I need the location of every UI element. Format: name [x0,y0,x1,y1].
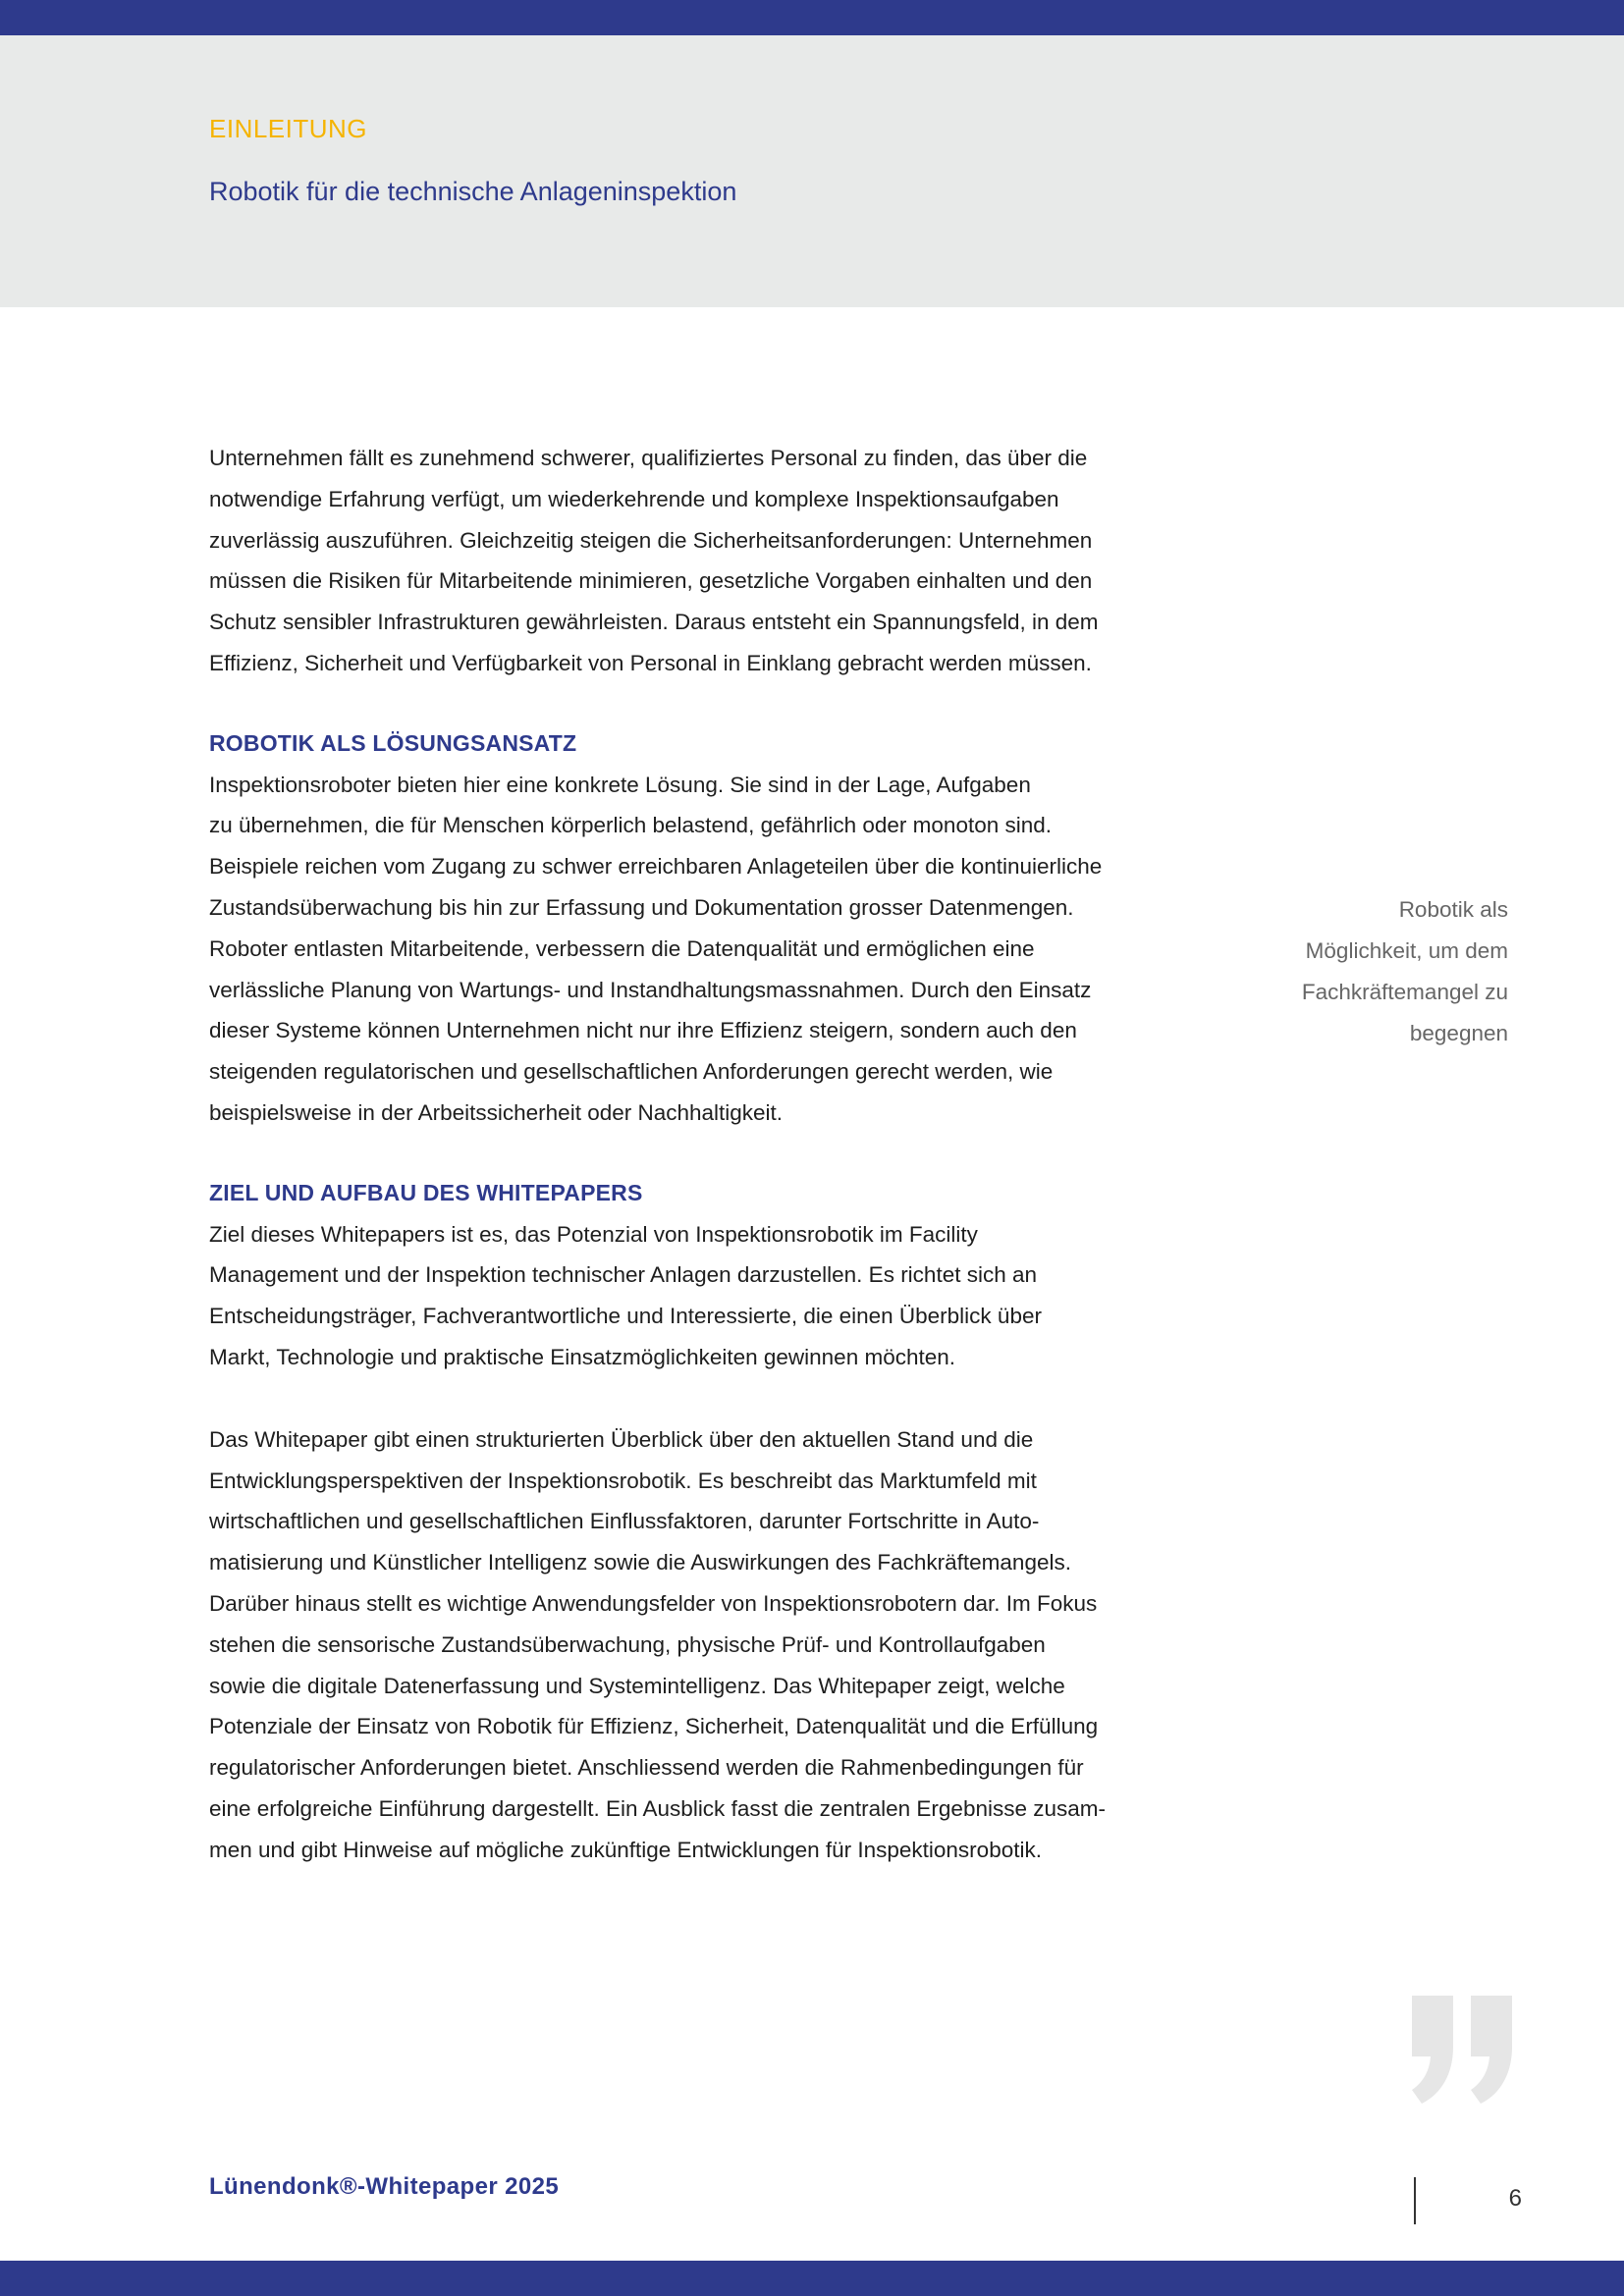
quote-line: begegnen [1409,1021,1508,1045]
section-heading-robotik: ROBOTIK ALS LÖSUNGSANSATZ [209,729,577,756]
text-line: men und gibt Hinweise auf mögliche zukünftige Entwicklungen für Inspektionsrobotik. [209,1837,1042,1862]
text-line: müssen die Risiken für Mitarbeitende minimieren, gesetzliche Vorgaben einhalten und den [209,568,1093,594]
text-line: stehen die sensorische Zustandsüberwachung, physische Prüf- und Kontrollaufgaben [209,1631,1046,1657]
text-line: matisierung und Künstlicher Intelligenz sowie die Auswirkungen des Fachkräftemangels. [209,1550,1071,1575]
text-line: Schutz sensibler Infrastrukturen gewährleisten. Daraus entsteht ein Spannungsfeld, in dem [209,610,1099,635]
closing-quote-icon [1404,1988,1522,2115]
quote-line: Möglichkeit, um dem [1305,938,1508,963]
main-column [209,438,1181,1871]
text-line: zu übernehmen, die für Menschen körperlich belastend, gefährlich oder monoton sind. [209,813,1053,838]
intro-paragraph [209,438,1181,684]
text-line: Entscheidungsträger, Fachverantwortliche und Interessierte, die einen Überblick über [209,1304,1042,1329]
footer-divider [1414,2177,1416,2224]
text-line: Darüber hinaus stellt es wichtige Anwendungsfelder von Inspektionsrobotern dar. Im Fokus [209,1590,1098,1616]
text-line: Beispiele reichen vom Zugang zu schwer erreichbaren Anlageteilen über die kontinuierliche [209,854,1103,880]
page-title: Robotik für die technische Anlageninspektion [209,177,737,206]
text-line: Ziel dieses Whitepapers ist es, das Potenzial von Inspektionsrobotik im Facility [209,1221,978,1247]
text-line: Roboter entlasten Mitarbeitende, verbessern die Datenqualität und ermöglichen eine [209,935,1035,961]
top-color-bar [0,0,1624,35]
text-line: steigenden regulatorischen und gesellschaftlichen Anforderungen gerecht werden, wie [209,1059,1054,1085]
text-line: notwendige Erfahrung verfügt, um wiederkehrende und komplexe Inspektionsaufgaben [209,486,1059,511]
quote-line: Fachkräftemangel zu [1301,980,1508,1004]
text-line: beispielsweise in der Arbeitssicherheit oder Nachhaltigkeit. [209,1099,784,1125]
text-line: eine erfolgreiche Einführung dargestellt. Ein Ausblick fasst die zentralen Ergebnisse zusam- [209,1795,1106,1821]
section-paragraph-ziel-2 [209,1419,1181,1871]
text-line: sowie die digitale Datenerfassung und Systemintelligenz. Das Whitepaper zeigt, welche [209,1673,1065,1698]
text-line: zuverlässig auszuführen. Gleichzeitig steigen die Sicherheitsanforderungen: Unternehmen [209,527,1093,553]
header-band [0,35,1624,307]
section-paragraph-robotik [209,765,1181,1134]
sidebar-pull-quote [1218,889,1508,1054]
page-number: 6 [1508,2185,1522,2212]
text-line: Zustandsüberwachung bis hin zur Erfassung und Dokumentation grosser Datenmengen. [209,894,1074,920]
section-paragraph-ziel-1 [209,1214,1181,1378]
text-line: Markt, Technologie und praktische Einsatzmöglichkeiten gewinnen möchten. [209,1344,956,1369]
bottom-color-bar [0,2261,1624,2296]
text-line: Entwicklungsperspektiven der Inspektionsrobotik. Es beschreibt das Marktumfeld mit [209,1468,1037,1493]
text-line: Effizienz, Sicherheit und Verfügbarkeit von Personal in Einklang gebracht werden müssen. [209,650,1092,675]
text-line: Potenziale der Einsatz von Robotik für Effizienz, Sicherheit, Datenqualität und die Erfüllung [209,1714,1099,1739]
text-line: Unternehmen fällt es zunehmend schwerer, qualifiziertes Personal zu finden, das über die [209,446,1088,470]
text-line: dieser Systeme können Unternehmen nicht nur ihre Effizienz steigern, sondern auch den [209,1018,1077,1043]
text-line: wirtschaftlichen und gesellschaftlichen Einflussfaktoren, darunter Fortschritte in Auto- [209,1509,1040,1534]
footer-brand: Lünendonk®-Whitepaper 2025 [209,2173,560,2200]
section-heading-ziel: ZIEL UND AUFBAU DES WHITEPAPERS [209,1179,643,1205]
text-line: Inspektionsroboter bieten hier eine konkrete Lösung. Sie sind in der Lage, Aufgaben [209,772,1031,797]
section-label: EINLEITUNG [209,114,368,143]
text-line: regulatorischer Anforderungen bietet. Anschliessend werden die Rahmenbedingungen für [209,1755,1084,1781]
text-line: verlässliche Planung von Wartungs- und Instandhaltungsmassnahmen. Durch den Einsatz [209,977,1092,1002]
text-line: Management und der Inspektion technischer Anlagen darzustellen. Es richtet sich an [209,1262,1038,1288]
quote-line: Robotik als [1398,897,1508,922]
text-line: Das Whitepaper gibt einen strukturierten Überblick über den aktuellen Stand und die [209,1426,1034,1452]
